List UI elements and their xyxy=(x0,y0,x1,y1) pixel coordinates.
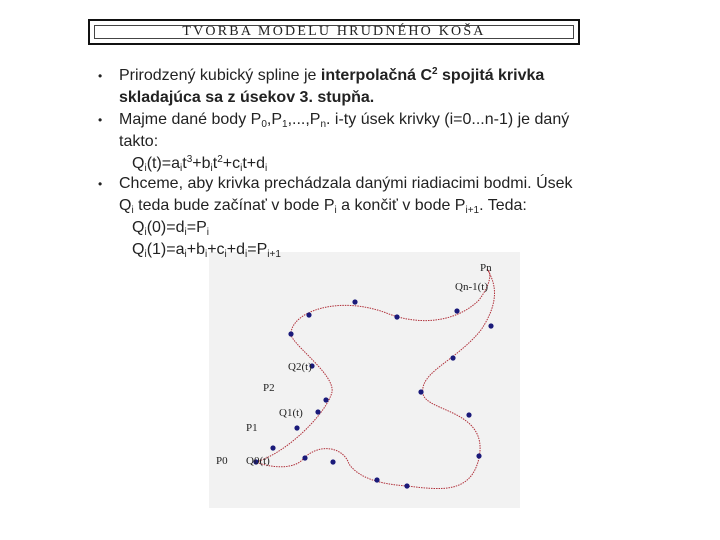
control-point xyxy=(315,409,320,414)
label-q0: Q0(t) xyxy=(246,455,270,467)
control-point xyxy=(454,308,459,313)
label-q2: Q2(t) xyxy=(288,361,312,373)
bullet-3-line-2: $Q_i$ teda bude začínať v bode $P_i$ a končiť v bode $P_{i+1}$. Teda: xyxy=(119,197,527,216)
slide-title: TVORBA MODELU HRUDNÉHO KOŠA xyxy=(182,24,486,39)
control-point xyxy=(374,477,379,482)
control-point xyxy=(294,425,299,430)
bullet-3-line-1: Chceme, aby krivka prechádzala danými riadiacimi bodmi. Úsek xyxy=(119,175,573,192)
control-point xyxy=(323,397,328,402)
bullet-marker: • xyxy=(98,69,103,83)
label-p1: P1 xyxy=(246,422,258,434)
bullet-2-line-2: takto: xyxy=(119,133,159,150)
label-qn-1: Qn-1(t) xyxy=(455,281,488,293)
bullet-1-line-2: skladajúca sa z úsekov 3. stupňa. xyxy=(119,89,375,106)
spline-curve xyxy=(256,269,495,489)
control-point xyxy=(466,412,471,417)
control-point xyxy=(476,453,481,458)
control-point xyxy=(270,445,275,450)
control-point xyxy=(404,483,409,488)
label-p0: P0 xyxy=(216,455,228,467)
control-point xyxy=(418,389,423,394)
bullet-marker: • xyxy=(98,177,103,191)
bullet-marker: • xyxy=(98,113,103,127)
control-point xyxy=(330,459,335,464)
label-pn: Pn xyxy=(480,262,492,274)
control-point xyxy=(306,312,311,317)
bullet-3-formula-2: $Q_i(1)=a_i+b_i+c_i+d_i=P_{i+1}$ xyxy=(132,241,281,260)
control-point xyxy=(302,455,307,460)
bullet-2-line-1: Majme dané body $P_0,P_1,...,P_n$. i-ty úsek krivky (i=0...n-1) je daný xyxy=(119,111,570,130)
control-point xyxy=(352,299,357,304)
bullet-1-line-1: Prirodzený kubický spline je interpolačná $C^2$ spojitá krivka xyxy=(119,66,545,84)
control-point xyxy=(488,323,493,328)
control-point xyxy=(450,355,455,360)
spline-figure xyxy=(209,252,520,508)
control-points xyxy=(253,299,493,488)
bullet-3-formula-1: $Q_i(0)=d_i=P_i$ xyxy=(132,219,209,238)
label-p2: P2 xyxy=(263,382,275,394)
label-q1: Q1(t) xyxy=(279,407,303,419)
spline-diagram xyxy=(209,252,520,508)
control-point xyxy=(394,314,399,319)
bullet-2-formula: $Q_i(t)=a_it^3+b_it^2+c_it+d_i$ xyxy=(132,154,268,174)
control-point xyxy=(288,331,293,336)
